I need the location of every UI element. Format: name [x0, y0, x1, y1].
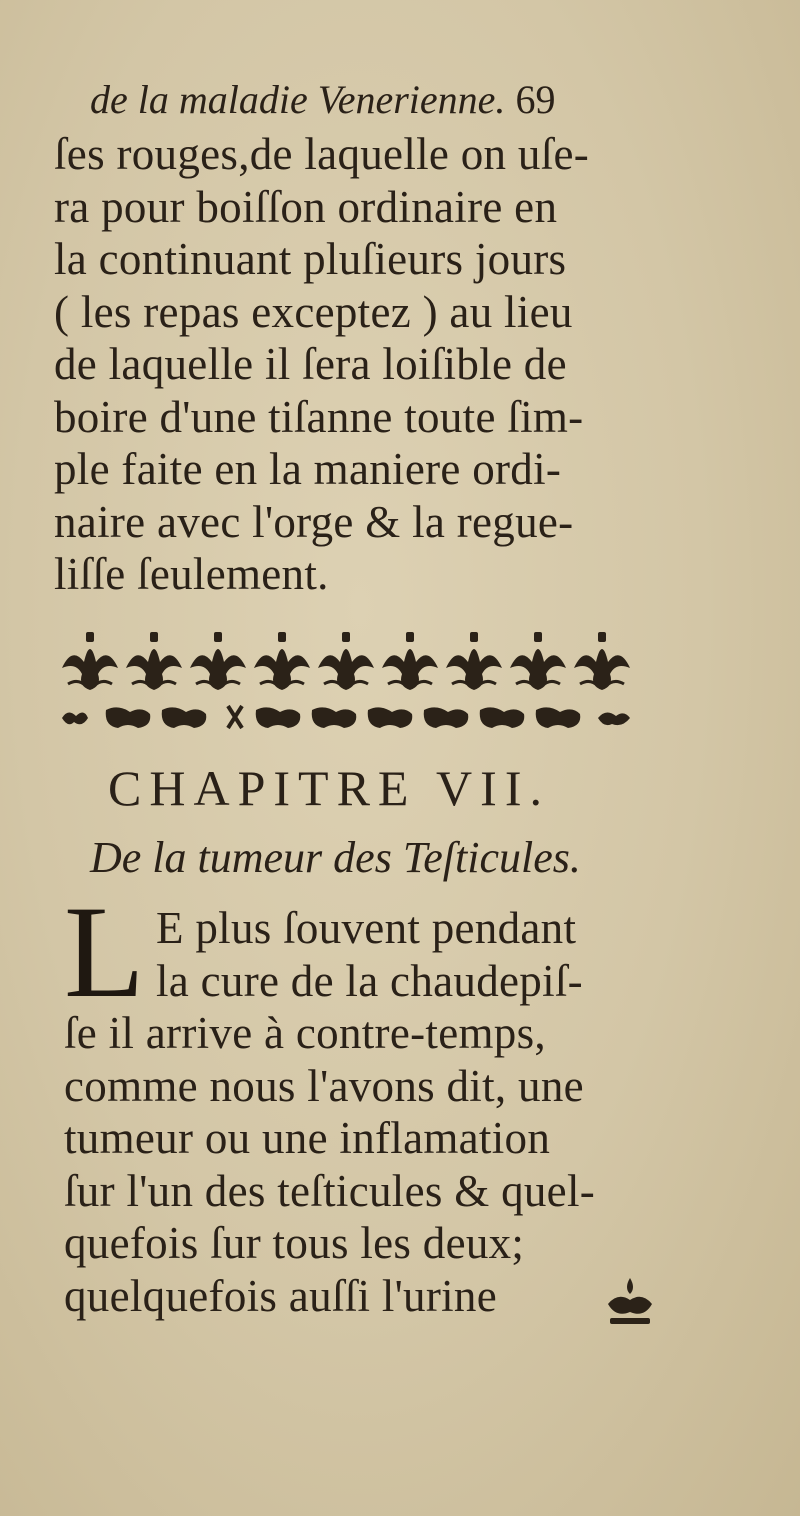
text-line: E plus ſouvent pendant	[156, 903, 577, 953]
drop-cap: L	[64, 878, 145, 1025]
text-line: boire d'une tiſanne toute ſim-	[54, 391, 584, 442]
text-line: ſe il arrive à contre-temps,	[64, 1008, 546, 1058]
text-line: ra pour boiſſon ordinaire en	[54, 181, 558, 232]
running-header	[90, 72, 650, 128]
text-line: ( les repas exceptez ) au lieu	[54, 286, 573, 337]
floral-band-icon	[58, 628, 638, 696]
text-line: tumeur ou une inflamation	[64, 1113, 551, 1163]
text-line: ſes rouges,de laquelle on uſe-	[54, 129, 590, 179]
running-title: de la maladie Venerienne.	[90, 77, 506, 122]
text-line: ſur l'un des teſticules & quel-	[64, 1165, 596, 1216]
chapter-paragraph	[64, 902, 654, 1322]
text-line: la cure de la chaudepiſ-	[156, 955, 583, 1006]
text-line: quelquefois auſſi l'urine	[64, 1270, 498, 1321]
text-line: quefois ſur tous les deux;	[64, 1218, 525, 1268]
text-line: naire avec l'orge & la regue-	[54, 496, 574, 547]
text-line: de laquelle il ſera loiſible de	[54, 339, 567, 389]
chapter-heading: CHAPITRE VII.	[108, 760, 550, 816]
paragraph-continued	[54, 128, 654, 601]
text-line: comme nous l'avons dit, une	[64, 1060, 584, 1111]
chapter-subtitle: De la tumeur des Teſticules.	[90, 833, 581, 882]
scroll-border-icon	[58, 700, 638, 734]
fleuron-icon	[602, 1274, 658, 1330]
page-number: 69	[515, 77, 556, 122]
text-line: ple faite en la maniere ordi-	[54, 444, 562, 494]
text-line: liſſe ſeulement.	[54, 549, 329, 599]
text-line: la continuant pluſieurs jours	[54, 234, 567, 284]
